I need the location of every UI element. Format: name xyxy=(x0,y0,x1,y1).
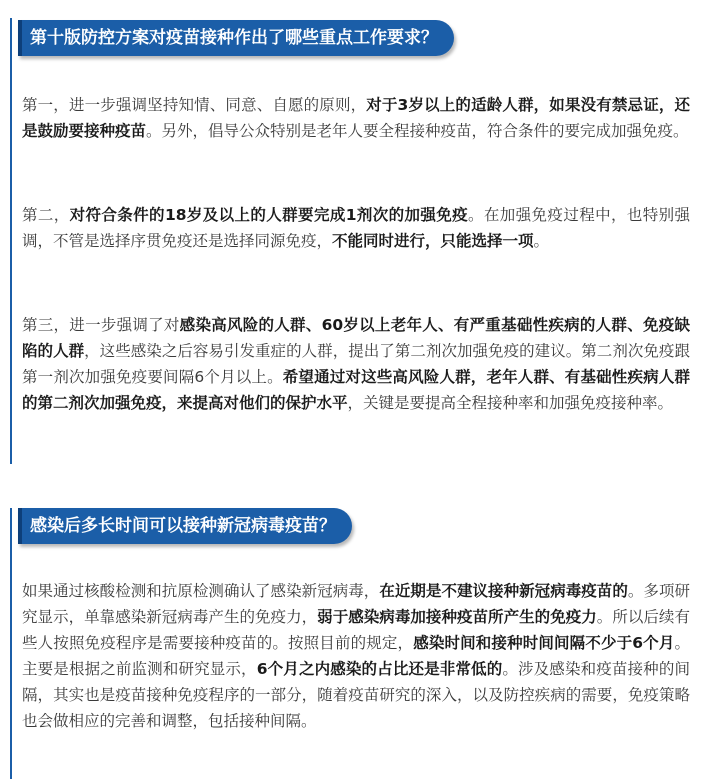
emphasis-text: 弱于感染病毒加接种疫苗所产生的免疫力 xyxy=(317,608,597,626)
body-text: 。涉及感染和疫苗接种的间隔，其实也是疫苗接种免疫程序的一部分，随着疫苗研究的深入，以及防控疾病的需要，免疫策略也会做相应的完善和调整，包括接种间隔。 xyxy=(22,660,690,730)
body-text: ，这些感染之后容易引发重症的人群，提出了第二剂次加强免疫的建议。第二剂次免疫跟第一剂次加强免疫要间隔6个月以上。 xyxy=(22,342,690,386)
emphasis-text: 感染时间和接种时间间隔不少于6个月 xyxy=(413,634,675,652)
section-rail xyxy=(10,18,12,464)
emphasis-text: 6个月之内感染的占比还是非常低的 xyxy=(256,660,503,678)
body-text: 。在加强免疫过程中，也特别强调，不管是选择序贯免疫还是选择同源免疫， xyxy=(22,206,690,250)
body-text: 。所以后续有些人按照免疫程序是需要接种疫苗的。按照目前的规定， xyxy=(22,608,690,652)
body-text: 如果通过核酸检测和抗原检测确认了感染新冠病毒， xyxy=(22,582,380,600)
section-heading: 感染后多长时间可以接种新冠病毒疫苗？ xyxy=(18,508,352,544)
body-text: 第一，进一步强调坚持知情、同意、自愿的原则， xyxy=(22,96,367,114)
emphasis-text: 对于3岁以上的适龄人群，如果没有禁忌证，还是鼓励要接种疫苗 xyxy=(22,96,690,140)
emphasis-text: 在近期是不建议接种新冠病毒疫苗的 xyxy=(379,582,628,600)
body-text: 第二， xyxy=(22,206,70,224)
paragraph-4 xyxy=(22,578,690,734)
paragraph-1 xyxy=(22,92,690,144)
section-rail xyxy=(10,508,12,779)
emphasis-text: 感染高风险的人群、60岁以上老年人、有严重基础性疾病的人群、免疫缺陷的人群 xyxy=(22,316,690,360)
section-heading: 第十版防控方案对疫苗接种作出了哪些重点工作要求？ xyxy=(18,20,454,56)
body-text: 。主要是根据之前监测和研究显示， xyxy=(22,634,690,678)
emphasis-text: 希望通过对这些高风险人群，老年人群、有基础性疾病人群的第二剂次加强免疫，来提高对他们的保护水平 xyxy=(22,368,690,412)
emphasis-text: 不能同时进行，只能选择一项 xyxy=(332,232,534,250)
paragraph-3 xyxy=(22,312,690,416)
emphasis-text: 对符合条件的18岁及以上的人群要完成1剂次的加强免疫 xyxy=(69,206,469,224)
body-text: 。多项研究显示，单靠感染新冠病毒产生的免疫力， xyxy=(22,582,690,626)
body-text: ，关键是要提高全程接种率和加强免疫接种率。 xyxy=(347,394,674,412)
paragraph-2 xyxy=(22,202,690,254)
body-text: 。 xyxy=(533,232,550,250)
body-text: 。另外，倡导公众特别是老年人要全程接种疫苗，符合条件的要完成加强免疫。 xyxy=(146,122,689,140)
body-text: 第三，进一步强调了对 xyxy=(22,316,180,334)
